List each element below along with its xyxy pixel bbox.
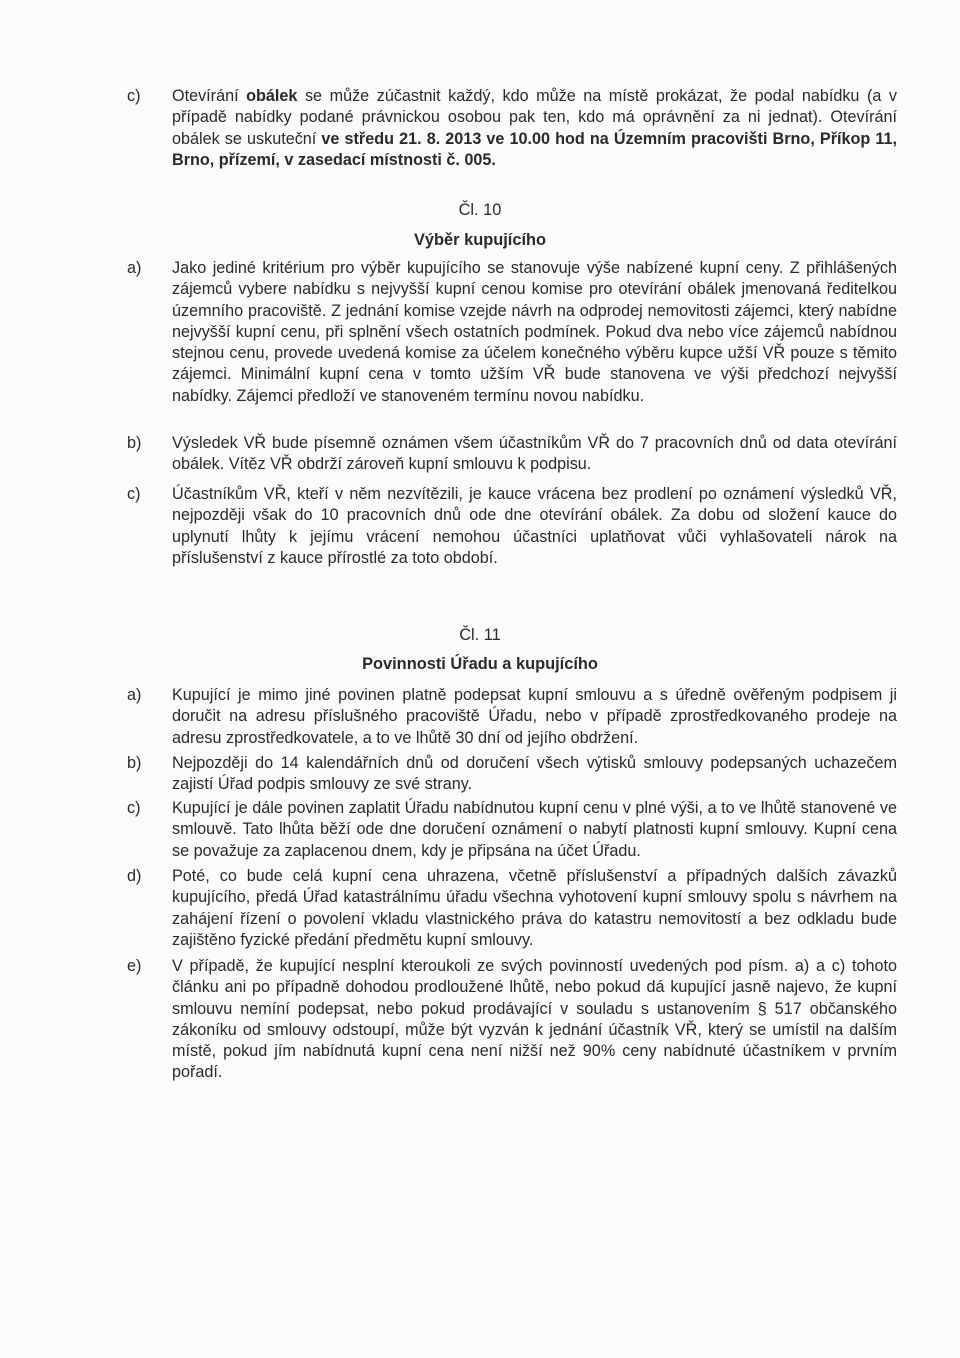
list-marker: c) — [127, 485, 141, 503]
list-marker: b) — [127, 754, 142, 772]
paragraph-text: Účastníkům VŘ, kteří v něm nezvítězili, je kauce vrácena bez prodlení po oznámení výsledků VŘ, nejpozději však do 10 pracovních dnů ode dne otevírání obálek. Za dobu od složení kauce do uplynutí lhůty k jejímu vrácení nemohou účastníci uplatňovat vůči vyhlašovateli nárok na příslušenství z kauce přírostlé za toto období. — [172, 485, 897, 567]
list-item — [127, 753, 897, 796]
paragraph-text: V případě, že kupující nesplní kteroukoli ze svých povinností uvedených pod písm. a) a c) tohoto článku ani po případně dohodou prodloužené lhůtě, nebo pokud dá kupující jasně najevo, že kupní smlouvu nemíní podepsat, nebo pokud prodávající v souladu s ustanovením § 517 občanského zákoníku od smlouvy odstoupí, může být vyzván k jednání účastník VŘ, který se umístil na dalším místě, pokud jím nabídnutá kupní cena není nižší než 90% ceny nabídnuté účastníkem v prvním pořadí. — [172, 957, 897, 1082]
intro-paragraph — [127, 86, 897, 171]
bold-text: obálek — [246, 87, 298, 105]
list-marker: c) — [127, 87, 141, 105]
paragraph-text: Poté, co bude celá kupní cena uhrazena, včetně příslušenství a případných dalších závazků kupujícího, předá Úřad katastrálnímu úřadu všechna vyhotovení kupní smlouvy spolu s návrhem na zahájení řízení o povolení vkladu vlastnického práva do katastru nemovitostí a bez odkladu bude zajištěno fyzické předání předmětu kupní smlouvy. — [172, 867, 897, 949]
list-marker: e) — [127, 957, 142, 975]
list-item — [127, 433, 897, 476]
bold-text: ve středu 21. 8. 2013 ve 10.00 hod na Územním pracovišti Brno, Příkop 11, Brno, přízemí, v zasedací místnosti č. 005. — [172, 129, 898, 169]
list-marker: a) — [127, 259, 142, 277]
article-number: Čl. 11 — [459, 626, 501, 644]
list-item — [127, 685, 897, 749]
list-item — [127, 258, 897, 407]
article-number: Čl. 10 — [458, 201, 502, 219]
paragraph-text: Jako jediné kritérium pro výběr kupujícího se stanovuje výše nabízené kupní ceny. Z přihlášených zájemců vybere nabídku s nejvyšší kupní cenou komise pro otevírání obálek jmenovaná ředitelkou územního pracoviště. Z jednání komise vzejde návrh na odprodej nemovitosti zájemci, který nabídne nejvyšší kupní cenu, při splnění všech ostatních podmínek. Pokud dva nebo více zájemců nabídnou stejnou cenu, provede uvedená komise za účelem konečného výběru kupce užší VŘ pouze s těmito zájemci. Minimální kupní cena v tomto užším VŘ bude stanovena ve výši předchozí nejvyšší nabídky. Zájemci předloží ve stanoveném termínu novou nabídku. — [172, 259, 897, 405]
text-run: Otevírání — [172, 87, 247, 105]
paragraph-text: Výsledek VŘ bude písemně oznámen všem účastníkům VŘ do 7 pracovních dnů od data otevírání obálek. Vítěz VŘ obdrží zároveň kupní smlouvu k podpisu. — [172, 434, 897, 474]
list-item — [127, 484, 897, 569]
text-run: se může zúčastnit každý, kdo může na místě prokázat, že podal nabídku (a v případě nabídky podané právnickou osobou pak ten, kdo má oprávnění za ni jednat). Otevírání obálek se uskuteční — [172, 87, 898, 148]
list-marker: a) — [127, 686, 142, 704]
article-title: Povinnosti Úřadu a kupujícího — [362, 655, 598, 673]
paragraph-text — [172, 86, 897, 171]
paragraph-text: Kupující je mimo jiné povinen platně podepsat kupní smlouvu a s úředně ověřeným podpisem ji doručit na adresu příslušného pracoviště Úřadu, nebo v případě zprostředkovaného prodeje na adresu zprostředkovatele, a to ve lhůtě 30 dní od jejího obdržení. — [172, 686, 897, 747]
list-marker: c) — [127, 799, 141, 817]
list-item — [127, 956, 897, 1084]
paragraph-text: Kupující je dále povinen zaplatit Úřadu nabídnutou kupní cenu v plné výši, a to ve lhůtě stanovené ve smlouvě. Tato lhůta běží ode dne doručení oznámení o nabytí platnosti kupní smlouvy. Kupní cena se považuje za zaplacenou dnem, kdy je připsána na účet Úřadu. — [172, 799, 897, 860]
list-marker: d) — [127, 867, 142, 885]
list-item — [127, 798, 897, 862]
list-marker: b) — [127, 434, 142, 452]
paragraph-text: Nejpozději do 14 kalendářních dnů od doručení všech výtisků smlouvy podepsaných uchazečem zajistí Úřad podpis smlouvy ze své strany. — [172, 754, 897, 794]
article-title: Výběr kupujícího — [413, 231, 547, 249]
list-item — [127, 866, 897, 951]
